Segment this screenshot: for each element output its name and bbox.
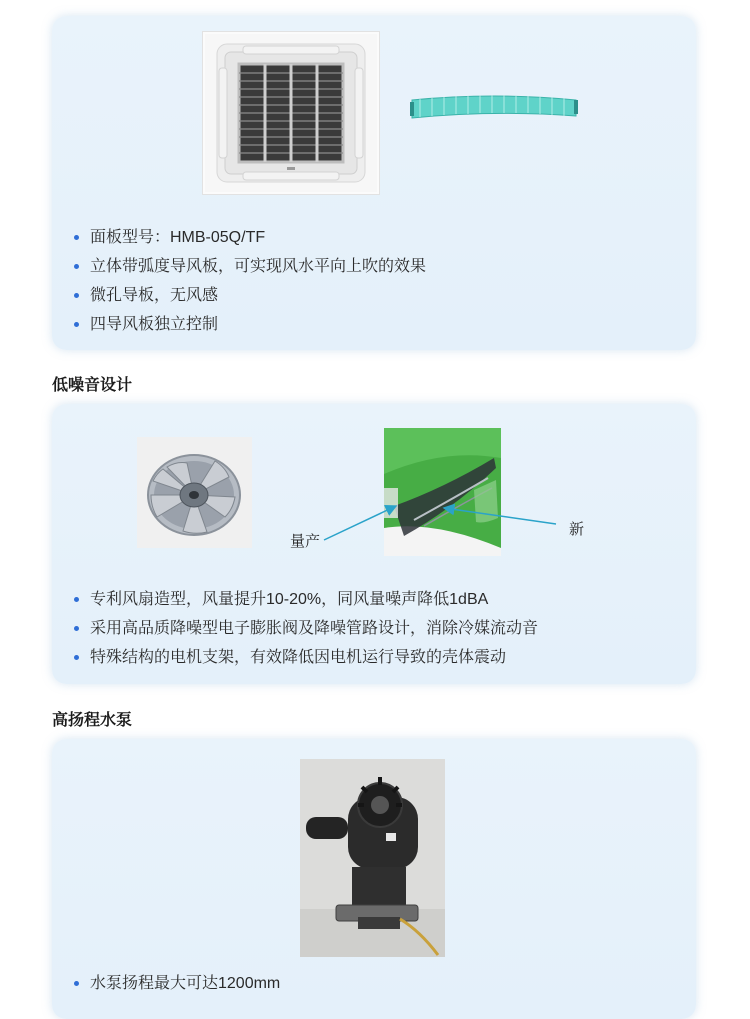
water-pump-image bbox=[300, 759, 445, 957]
list-item: 立体带弧度导风板，可实现风水平向上吹的效果 bbox=[74, 252, 426, 281]
section-title: 低噪音设计 bbox=[52, 377, 133, 394]
list-item: 专利风扇造型，风量提升10-20%，同风量噪声降低1dBA bbox=[74, 585, 538, 614]
old-design-label: 量产 bbox=[290, 533, 321, 550]
list-item: 特殊结构的电机支架，有效降低因电机运行导致的壳体震动 bbox=[74, 643, 538, 672]
list-item: 水泵扬程最大可达1200mm bbox=[74, 969, 280, 998]
feature-list bbox=[74, 223, 426, 339]
pump-section-card bbox=[52, 739, 696, 1019]
cassette-panel-image bbox=[202, 31, 380, 195]
list-item: 面板型号：HMB-05Q/TF bbox=[74, 223, 426, 252]
list-item: 四导风板独立控制 bbox=[74, 310, 426, 339]
feature-list bbox=[74, 969, 280, 998]
section-title: 高扬程水泵 bbox=[52, 712, 133, 729]
low-noise-section-card bbox=[52, 404, 696, 684]
list-item: 采用高品质降噪型电子膨胀阀及降噪管路设计，消除冷媒流动音 bbox=[74, 614, 538, 643]
list-item: 微孔导板，无风感 bbox=[74, 281, 426, 310]
new-design-label: 新 bbox=[569, 521, 585, 538]
panel-section-card bbox=[52, 16, 696, 350]
filter-strip-image bbox=[408, 90, 580, 124]
feature-list bbox=[74, 585, 538, 672]
